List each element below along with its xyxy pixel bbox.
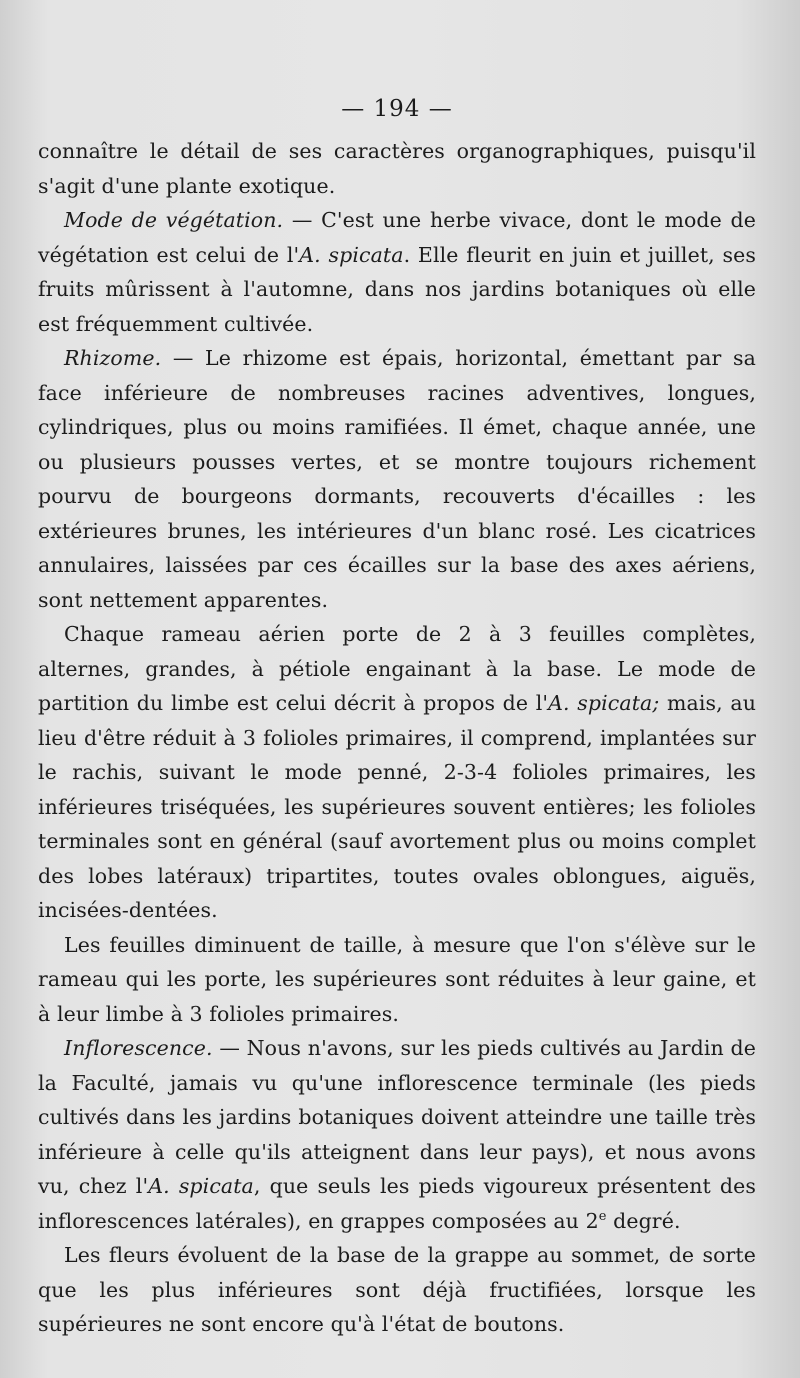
section-heading-rhizome: Rhizome. xyxy=(64,346,162,370)
section-heading-mode-de-vegetation: Mode de végétation. xyxy=(64,208,284,232)
paragraph-feuilles: Les feuilles diminuent de taille, à mesure que l'on s'élève sur le rameau qui les porte, les supérieures sont réduites à leur gaine, et à leur limbe à 3 folioles primaires. xyxy=(38,932,756,1026)
paragraph-text: degré. xyxy=(606,1208,681,1233)
paragraph-mode-de-vegetation xyxy=(38,203,756,341)
page-number: — 194 — xyxy=(341,96,453,122)
paragraph-rameau xyxy=(38,617,756,928)
paragraph-text: — Le rhizome est épais, horizontal, émettant par sa face inférieure de nombreuses racines adventives, longues, cylindriques, plus ou moins ramifiées. Il émet, chaque année, une ou plusieurs pousses vertes, et se montre toujours richement pourvu de bourgeons dormants, recouverts d'écailles : les extérieures brunes, les intérieures d'un blanc rosé. Les cicatrices annulaires, laissées par ces écailles sur la base des axes aériens, sont nettement apparentes. xyxy=(38,346,756,612)
paragraph-text: . Elle fleurit en juin et juillet, ses fruits mûrissent à l'automne, dans nos jardins botaniques où elle est fréquemment cultivée. xyxy=(38,242,756,336)
paragraph-text: , que seuls les pieds vigoureux présentent des inflorescences latérales), en grappes composées au 2 xyxy=(38,1174,757,1233)
paragraph-rhizome xyxy=(38,341,756,617)
species-name: A. spicata; xyxy=(548,691,660,715)
species-name: A. spicata xyxy=(299,242,404,267)
section-heading-inflorescence: Inflorescence. xyxy=(64,1036,213,1060)
paragraph-inflorescence xyxy=(38,1031,756,1238)
species-name: A. spicata xyxy=(148,1174,254,1198)
paragraph-text: Chaque rameau aérien porte de 2 à 3 feuilles complètes, alternes, grandes, à pétiole engainant à la base. Le mode de partition du limbe est celui décrit à propos de l' xyxy=(38,622,756,715)
paragraph-text: — Nous n'avons, sur les pieds cultivés au Jardin de la Faculté, jamais vu qu'une inflorescence terminale (les pieds cultivés dans les jardins botaniques doivent atteindre une taille très inférieure à celle qu'ils atteignent dans leur pays), et nous avons vu, chez l' xyxy=(38,1036,756,1198)
paragraph-text: — C'est une herbe vivace, dont le mode de végétation est celui de l' xyxy=(38,208,756,267)
paragraph-fleurs: Les fleurs évoluent de la base de la grappe au sommet, de sorte que les plus inférieures sont déjà fructifiées, lorsque les supérieures ne sont encore qu'à l'état de boutons. xyxy=(38,1243,756,1336)
superscript: e xyxy=(598,1208,607,1224)
body-text xyxy=(38,134,756,1342)
paragraph-text: mais, au lieu d'être réduit à 3 folioles primaires, il comprend, implantées sur le rachis, suivant le mode penné, 2-3-4 folioles primaires, les inférieures triséquées, les supérieures souvent entières; les folioles terminales sont en général (sauf avortement plus ou moins complet des lobes latéraux) tripartites, toutes ovales oblongues, aiguës, incisées-dentées. xyxy=(38,691,756,922)
paragraph-continuation: connaître le détail de ses caractères organographiques, puisqu'il s'agit d'une plante exotique. xyxy=(38,139,756,198)
